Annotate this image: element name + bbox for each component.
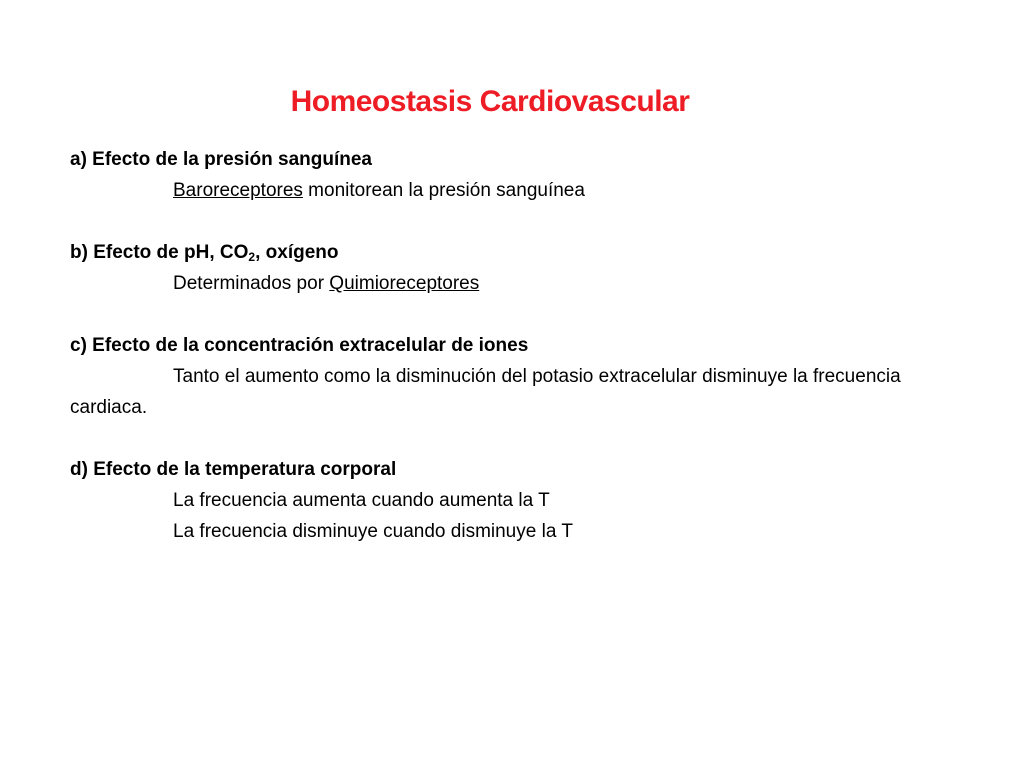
section-b-heading-pre: b) Efecto de pH, CO: [70, 242, 249, 263]
section-a-line-rest: monitorean la presión sanguínea: [302, 180, 585, 201]
section-b-line-pre: Determinados por: [173, 273, 330, 294]
slide-title: Homeostasis Cardiovascular: [290, 85, 690, 118]
section-d-line-1: La frecuencia aumenta cuando aumenta la T: [173, 490, 550, 511]
section-d-line-2: La frecuencia disminuye cuando disminuye la T: [173, 521, 573, 542]
section-d-heading: d) Efecto de la temperatura corporal: [70, 459, 397, 480]
spacer: [70, 299, 980, 330]
section-c-paragraph: Tanto el aumento como la disminución del potasio extracelular disminuye la frecuencia cardiaca.: [70, 366, 901, 418]
section-a-heading: a) Efecto de la presión sanguínea: [70, 149, 372, 170]
section-b-heading-subscript: 2: [248, 250, 256, 264]
section-b-heading: [70, 237, 980, 268]
baroreceptores-term: Baroreceptores: [173, 180, 303, 201]
section-c-heading: c) Efecto de la concentración extracelular de iones: [70, 335, 529, 356]
spacer: [70, 423, 980, 454]
slide-body: [70, 144, 980, 547]
section-b-heading-post: , oxígeno: [255, 242, 339, 263]
section-b-line: [70, 268, 980, 299]
spacer: [70, 206, 980, 237]
quimioreceptores-term: Quimioreceptores: [329, 273, 480, 294]
section-a-line: [70, 175, 980, 206]
